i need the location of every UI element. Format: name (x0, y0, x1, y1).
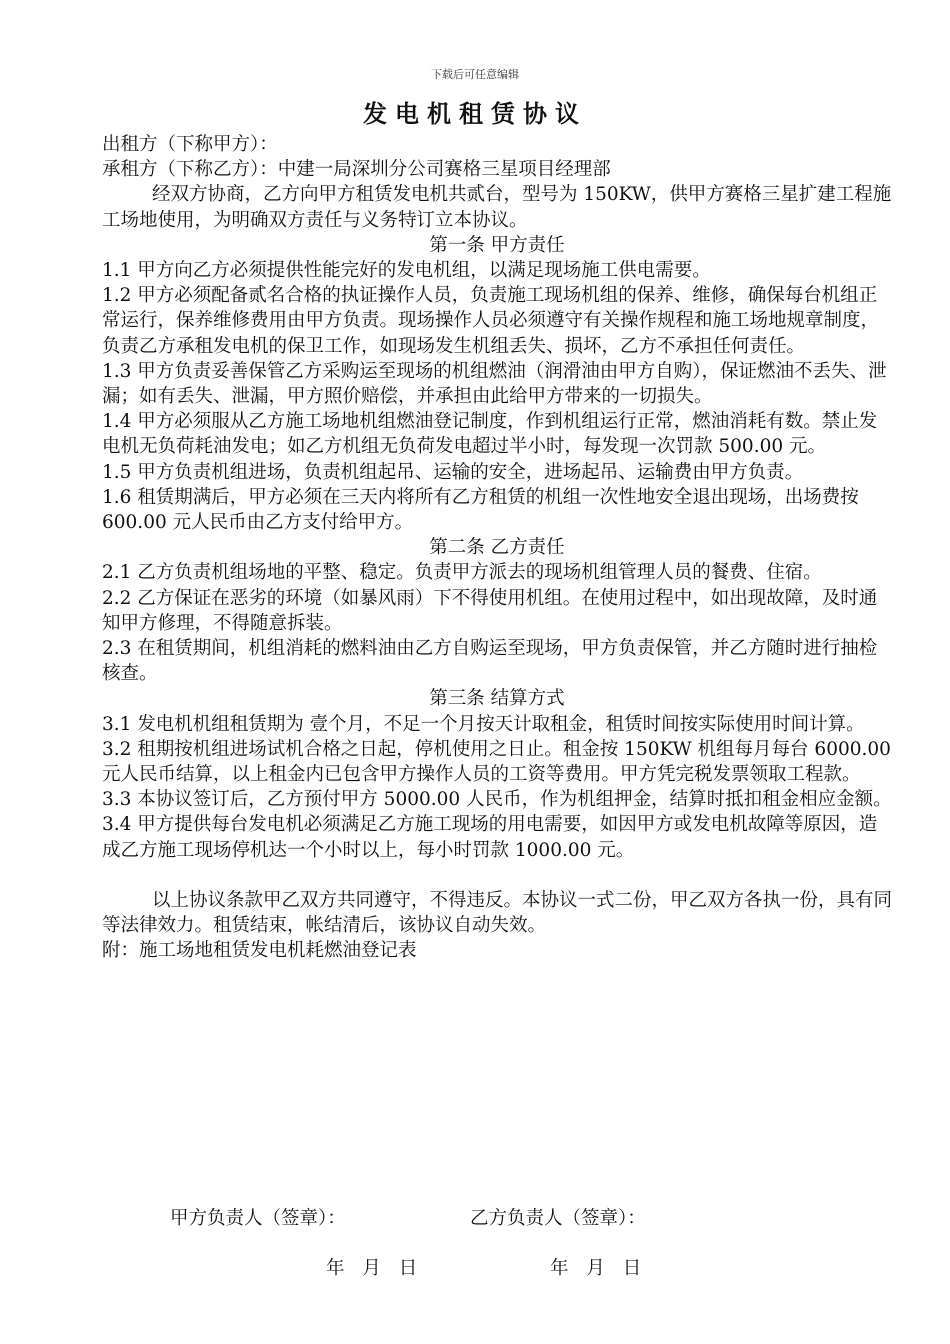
party-b-date: 年 月 日 (550, 1258, 648, 1279)
party-a-date: 年 月 日 (326, 1258, 424, 1279)
paragraph: 2.3 在租赁期间，机组消耗的燃料油由乙方自购运至现场，甲方负责保管，并乙方随时进行抽检核查。 (102, 638, 878, 685)
blank-line (102, 863, 892, 888)
header-note: 下载后可任意编辑 (431, 68, 519, 81)
paragraph: 1.3 甲方负责妥善保管乙方采购运至现场的机组燃油（润滑油由甲方自购），保证燃油不丢失、泄漏；如有丢失、泄漏，甲方照价赔偿，并承担由此给甲方带来的一切损失。 (102, 360, 887, 408)
paragraph: 1.6 租赁期满后，甲方必须在三天内将所有乙方租赁的机组一次性地安全退出现场，出场费按 600.00 元人民币由乙方支付给甲方。 (102, 486, 859, 534)
party-b-signature-label: 乙方负责人（签章）： (470, 1208, 646, 1229)
paragraph: 2.1 乙方负责机组场地的平整、稳定。负责甲方派去的现场机组管理人员的餐费、住宿。 (102, 562, 822, 584)
document-title: 发电机租赁协议 (363, 99, 587, 128)
paragraph: 3.1 发电机机组租赁期为 壹个月，不足一个月按天计取租金，租赁时间按实际使用时间计算。 (102, 713, 865, 735)
paragraph: 1.1 甲方向乙方必须提供性能完好的发电机组，以满足现场施工供电需要。 (102, 260, 711, 282)
article-heading: 第三条 结算方式 (429, 688, 565, 710)
paragraph: 2.2 乙方保证在恶劣的环境（如暴风雨）下不得使用机组。在使用过程中，如出现故障，及时通知甲方修理，不得随意拆装。 (102, 587, 878, 634)
paragraph: 3.3 本协议签订后，乙方预付甲方 5000.00 人民币，作为机组押金，结算时抵扣租金相应金额。 (102, 789, 892, 811)
paragraph: 1.2 甲方必须配备贰名合格的执证操作人员，负责施工现场机组的保养、维修，确保每台机组正常运行，保养维修费用由甲方负责。现场操作人员必须遵守有关操作规程和施工场地规章制度，负责乙方承租发电机的保卫工作，如现场发生机组丢失、损坏，乙方不承担任何责任。 (102, 285, 880, 357)
paragraph: 1.4 甲方必须服从乙方施工场地机组燃油登记制度，作到机组运行正常，燃油消耗有数。禁止发电机无负荷耗油发电；如乙方机组无负荷发电超过半小时，每发现一次罚款 500.00 元。 (102, 411, 878, 458)
paragraph: 出租方（下称甲方）： (102, 134, 278, 155)
paragraph: 3.4 甲方提供每台发电机必须满足乙方施工现场的用电需要，如因甲方或发电机故障等原因，造成乙方施工现场停机达一个小时以上，每小时罚款 1000.00 元。 (102, 814, 878, 861)
paragraph: 附：施工场地租赁发电机耗燃油登记表 (102, 940, 417, 962)
paragraph: 以上协议条款甲乙双方共同遵守，不得违反。本协议一式二份，甲乙双方各执一份，具有同等法律效力。租赁结束，帐结清后，该协议自动失效。 (102, 889, 892, 937)
paragraph: 经双方协商，乙方向甲方租赁发电机共贰台，型号为 150KW，供甲方赛格三星扩建工程施工场地使用，为明确双方责任与义务特订立本协议。 (102, 184, 892, 231)
paragraph: 1.5 甲方负责机组进场，负责机组起吊、运输的安全，进场起吊、运输费由甲方负责。 (102, 461, 804, 483)
paragraph: 承租方（下称乙方）：中建一局深圳分公司赛格三星项目经理部 (102, 159, 611, 181)
paragraph: 3.2 租期按机组进场试机合格之日起，停机使用之日止。租金按 150KW 机组每月每台 6000.00 元人民币结算，以上租金内已包含甲方操作人员的工资等费用。甲方凭完税发票领取工程款。 (102, 738, 891, 786)
article-heading: 第一条 甲方责任 (429, 234, 565, 256)
article-heading: 第二条 乙方责任 (429, 537, 565, 559)
agreement-body (102, 132, 892, 964)
party-a-signature-label: 甲方负责人（签章）： (170, 1208, 346, 1229)
